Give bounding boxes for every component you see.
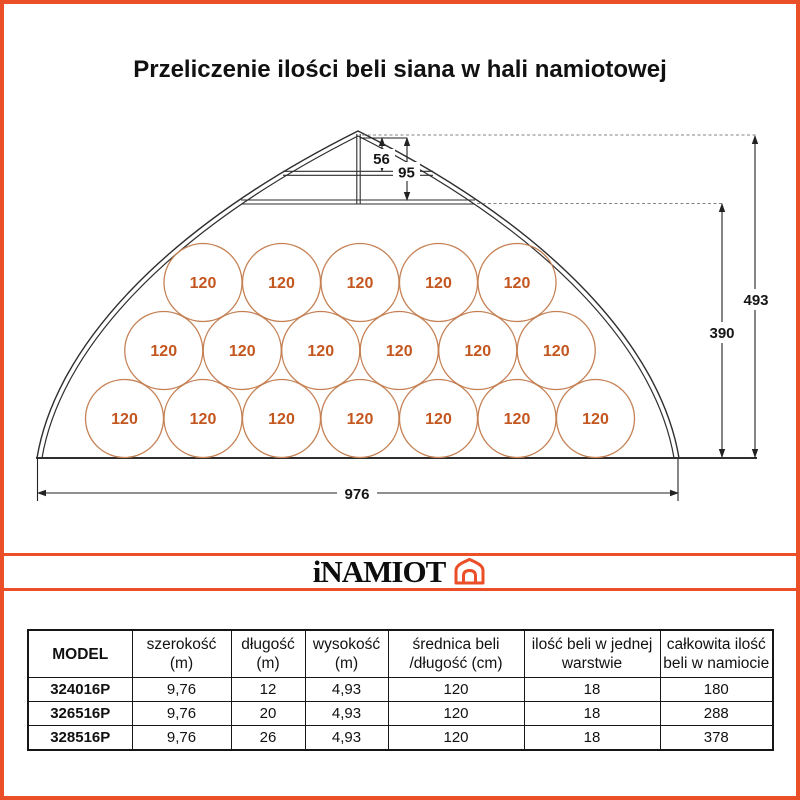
- lower-purlin: [241, 200, 475, 204]
- dim-label-backgrounds: [337, 149, 773, 503]
- cell-bale-diameter: 120: [388, 702, 524, 726]
- hay-bale-label: 120: [503, 275, 531, 292]
- ridge-post: [357, 134, 360, 204]
- cell-height: 4,93: [305, 726, 388, 751]
- cell-length: 26: [231, 726, 305, 751]
- hay-bale-label: 120: [307, 343, 335, 360]
- column-header-height: [305, 630, 388, 678]
- table-row: [28, 726, 773, 751]
- spec-table: [27, 629, 774, 751]
- cell-bales-per-layer: 18: [524, 726, 660, 751]
- hay-bale-label: 120: [503, 411, 531, 428]
- cell-length: 20: [231, 702, 305, 726]
- hay-bale-label: 120: [542, 343, 570, 360]
- cell-width: 9,76: [132, 726, 231, 751]
- header-line: warstwie: [561, 655, 623, 672]
- column-header-bales-per-layer: [524, 630, 660, 678]
- column-header-total-bales: [660, 630, 773, 678]
- hay-bale-label: 120: [425, 411, 452, 428]
- table-header-row: [28, 630, 773, 678]
- header-line: ilość beli w jednej: [531, 636, 653, 653]
- cell-height: 4,93: [305, 702, 388, 726]
- hay-bale-label: 120: [425, 275, 452, 292]
- cell-model: 324016P: [28, 678, 132, 702]
- cell-bales-per-layer: 18: [524, 702, 660, 726]
- header-line: średnica beli: [412, 636, 500, 653]
- hay-bale-label: 120: [346, 411, 374, 428]
- cell-total-bales: 288: [660, 702, 773, 726]
- hay-bale-label: 120: [189, 275, 217, 292]
- hay-bale-label: 120: [346, 275, 374, 292]
- page-title: Przeliczenie ilości beli siana w hali namiotowej: [133, 56, 667, 83]
- header-line: beli w namiocie: [663, 655, 770, 672]
- tent-arch-inner-line: [42, 136, 674, 458]
- header-line: całkowita ilość: [666, 636, 766, 653]
- hay-bale-label: 120: [268, 411, 295, 428]
- cell-width: 9,76: [132, 678, 231, 702]
- header-line: długość: [241, 636, 295, 653]
- hay-bale-label: 120: [189, 411, 217, 428]
- cell-bales-per-layer: 18: [524, 678, 660, 702]
- logo-text: iNAMIOT: [312, 553, 446, 589]
- table-row: [28, 702, 773, 726]
- cell-length: 12: [231, 678, 305, 702]
- dim-label-56: 56: [373, 151, 390, 168]
- header-line: MODEL: [52, 645, 109, 663]
- hay-bale-label: 120: [385, 343, 413, 360]
- hay-bale-label: 120: [268, 275, 295, 292]
- hay-bale-label: 120: [111, 411, 138, 428]
- header-line: /długość (cm): [409, 655, 503, 672]
- cell-total-bales: 180: [660, 678, 773, 702]
- hay-bale-label: 120: [228, 343, 256, 360]
- hay-bale-label: 120: [464, 343, 492, 360]
- cell-model: 326516P: [28, 702, 132, 726]
- cell-total-bales: 378: [660, 726, 773, 751]
- logo: [0, 553, 800, 589]
- header-line: szerokość: [146, 636, 217, 653]
- tent-logo-icon: [452, 557, 487, 585]
- dim-label-390: 390: [709, 325, 735, 342]
- column-header-length: [231, 630, 305, 678]
- cell-model: 328516P: [28, 726, 132, 751]
- hay-bale-stack: [86, 244, 635, 458]
- dim-label-493: 493: [743, 292, 769, 309]
- hay-bale-label: 120: [582, 411, 609, 428]
- cell-bale-diameter: 120: [388, 726, 524, 751]
- hay-bale-label: 120: [150, 343, 178, 360]
- cell-width: 9,76: [132, 702, 231, 726]
- header-line: wysokość: [312, 636, 381, 653]
- dim-label-976: 976: [344, 486, 370, 503]
- column-header-bale-diameter: [388, 630, 524, 678]
- header-line: (m): [334, 655, 359, 672]
- cell-bale-diameter: 120: [388, 678, 524, 702]
- table-row: [28, 678, 773, 702]
- column-header-width: [132, 630, 231, 678]
- header-line: (m): [256, 655, 280, 672]
- header-line: (m): [169, 655, 194, 672]
- cell-height: 4,93: [305, 678, 388, 702]
- dim-label-95: 95: [398, 164, 415, 182]
- column-header-model: [28, 630, 132, 678]
